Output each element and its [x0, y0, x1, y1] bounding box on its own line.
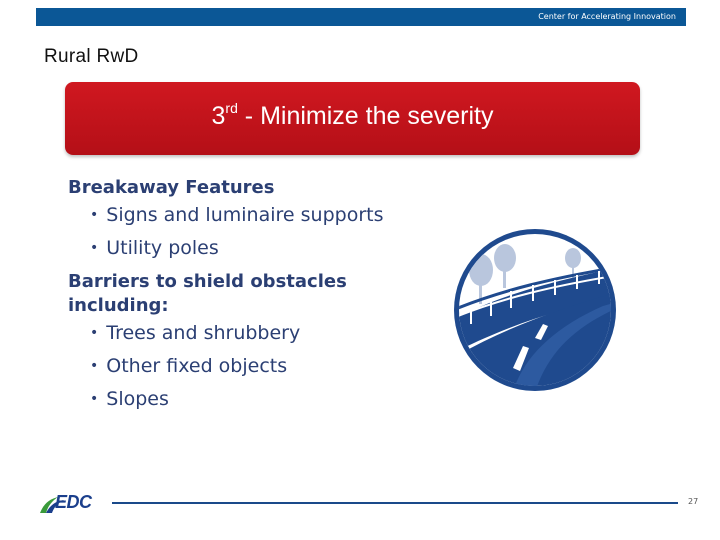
- section-banner: [65, 82, 640, 155]
- bullet-content: [68, 174, 448, 417]
- road-circle-icon: [453, 228, 617, 392]
- org-text: Center for Accelerating Innovation: [538, 12, 676, 21]
- banner-main-text: - Minimize the severity: [237, 102, 494, 130]
- footer-line: [112, 502, 678, 504]
- edc-logo-text: EDC: [55, 492, 92, 512]
- banner-text: [65, 102, 640, 131]
- bullet-item: • Other fixed objects: [68, 351, 448, 384]
- bullet-item: • Trees and shrubbery: [68, 318, 448, 351]
- banner-prefix: 3: [211, 102, 226, 130]
- bullet-item: • Signs and luminaire supports: [68, 200, 448, 233]
- heading-barriers-line2: including:: [68, 295, 169, 316]
- bullet-item: • Slopes: [68, 384, 448, 417]
- bullet-item: • Utility poles: [68, 233, 448, 266]
- banner-superscript: rd: [225, 100, 238, 116]
- heading-barriers-line1: Barriers to shield obstacles: [68, 271, 347, 292]
- heading-breakaway-features: Breakaway Features: [68, 177, 275, 198]
- slide-title: Rural RwD: [44, 46, 139, 67]
- page-number: 27: [688, 497, 699, 506]
- header-bar: [36, 8, 686, 26]
